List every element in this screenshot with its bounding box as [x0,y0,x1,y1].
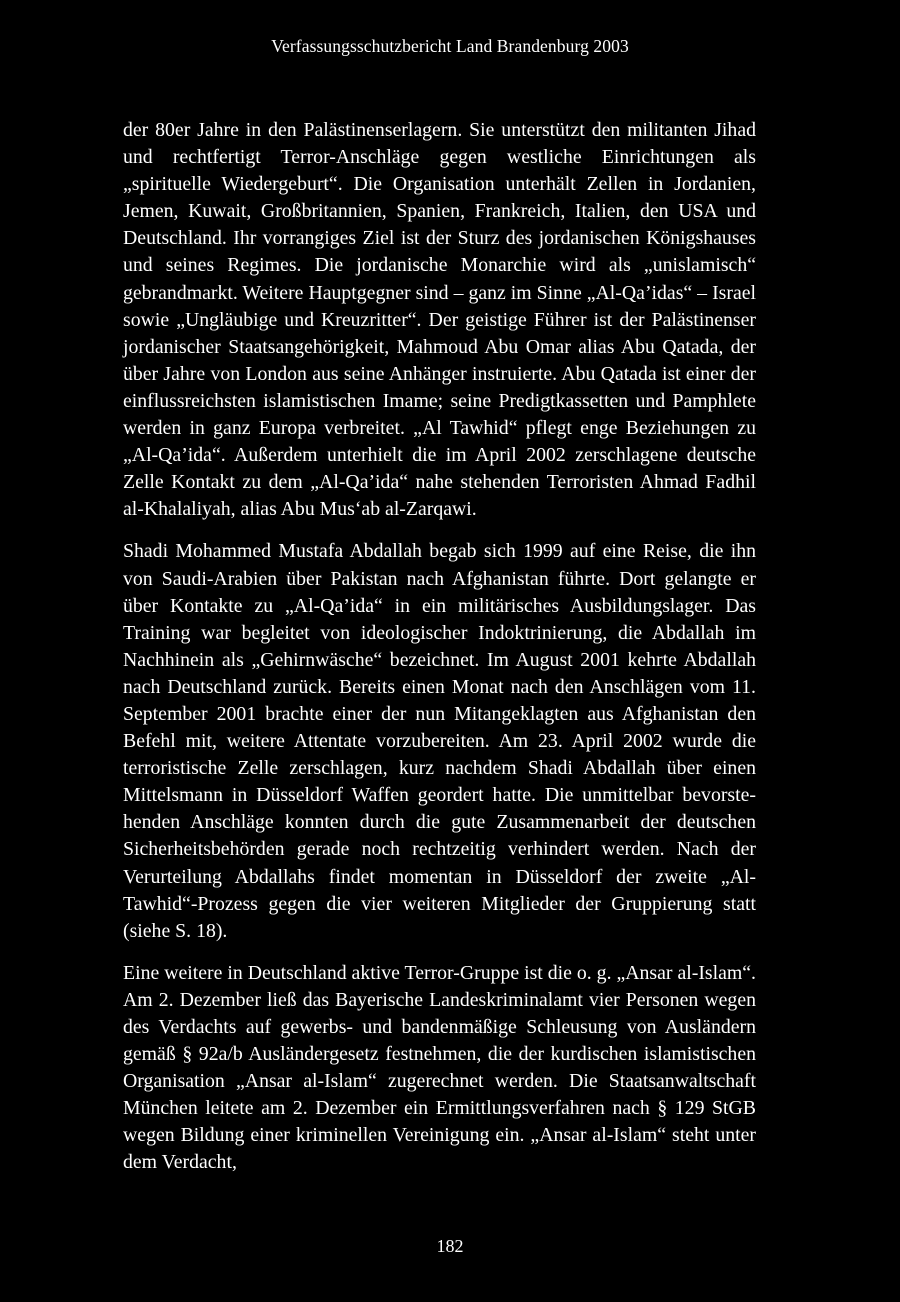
paragraph-ansar-al-islam: Eine weitere in Deutschland aktive Terror-Gruppe ist die o. g. „Ansar al-Islam“. Am 2. Dezember ließ das Bayerische Landeskriminalamt vier Personen wegen des Verdachts auf gewerbs- und bandenmäßige Schleusung von Ausländern gemäß § 92a/b Ausländergesetz festnehmen, die der kurdischen islamistischen Organisation „Ansar al-Islam“ zugerechnet werden. Die Staatsanwaltschaft München leitete am 2. Dezember ein Ermittlungsverfahren nach § 129 StGB wegen Bildung einer kriminellen Vereinigung ein. „Ansar al-Islam“ steht unter dem Verdacht, [123,961,756,1174]
page-number: 182 [436,1236,464,1256]
running-header: Verfassungsschutzbericht Land Brandenburg 2003 [271,36,629,56]
body-text [123,117,756,1177]
paragraph-abdallah: Shadi Mohammed Mustafa Abdallah begab sich 1999 auf eine Reise, die ihn von Saudi-Arabien über Pakistan nach Afghanistan führte. Dort gelangte er über Kontakte zu „Al-Qa’ida“ in ein militärisches Ausbildungslager. Das Training war begleitet von ideologischer Indoktrinierung, die Abdallah im Nachhinein als „Gehirnwäsche“ bezeichnet. Im August 2001 kehrte Abdallah nach Deutschland zurück. Bereits einen Monat nach den Anschlägen vom 11. September 2001 brachte einer der nun Mitangeklagten aus Afghanistan den Befehl mit, weitere Attentate vorzubereiten. Am 23. April 2002 wurde die terroristische Zelle zerschlagen, kurz nachdem Shadi Abdallah über einen Mittelsmann in Düsseldorf Waffen geordert hatte. Die unmittelbar bevorstehenden Anschläge konnten durch die gute Zusammenarbeit der deutschen Sicherheitsbehörden gerade noch rechtzeitig verhindert werden. Nach der Verurteilung Abdallahs findet momentan in Düsseldorf der zweite „Al-Tawhid“-Prozess gegen die vier weiteren Mitglieder der Gruppierung statt (siehe S. 18). [123,540,756,942]
paragraph-al-tawhid: der 80er Jahre in den Palästinenserlagern. Sie unterstützt den militanten Jihad und rechtfertigt Terror-Anschläge gegen westliche Einrichtungen als „spirituelle Wiedergeburt“. Die Organisation unterhält Zellen in Jordanien, Jemen, Kuwait, Großbritannien, Spanien, Frankreich, Italien, den USA und Deutschland. Ihr vorrangiges Ziel ist der Sturz des jordanischen Königshauses und seines Regimes. Die jordanische Monarchie wird als „unislamisch“ gebrandmarkt. Weitere Hauptgegner sind – ganz im Sinne „Al-Qa’idas“ – Israel sowie „Ungläubige und Kreuzritter“. Der geistige Führer ist der Palästinenser jordanischer Staatsangehörigkeit, Mahmoud Abu Omar alias Abu Qatada, der über Jahre von London aus seine Anhänger instruierte. Abu Qatada ist einer der einflussreichsten islamistischen Imame; seine Predigtkassetten und Pamphlete werden in ganz Europa verbreitet. „Al Tawhid“ pflegt enge Beziehungen zu „Al-Qa’ida“. Außerdem unterhielt die im April 2002 zerschlagene deutsche Zelle Kontakt zu dem „Al-Qa’ida“ nahe stehenden Terroristen Ahmad Fadhil al-Khalaliyah, alias Abu Mus‘ab al-Zarqawi. [123,119,756,521]
